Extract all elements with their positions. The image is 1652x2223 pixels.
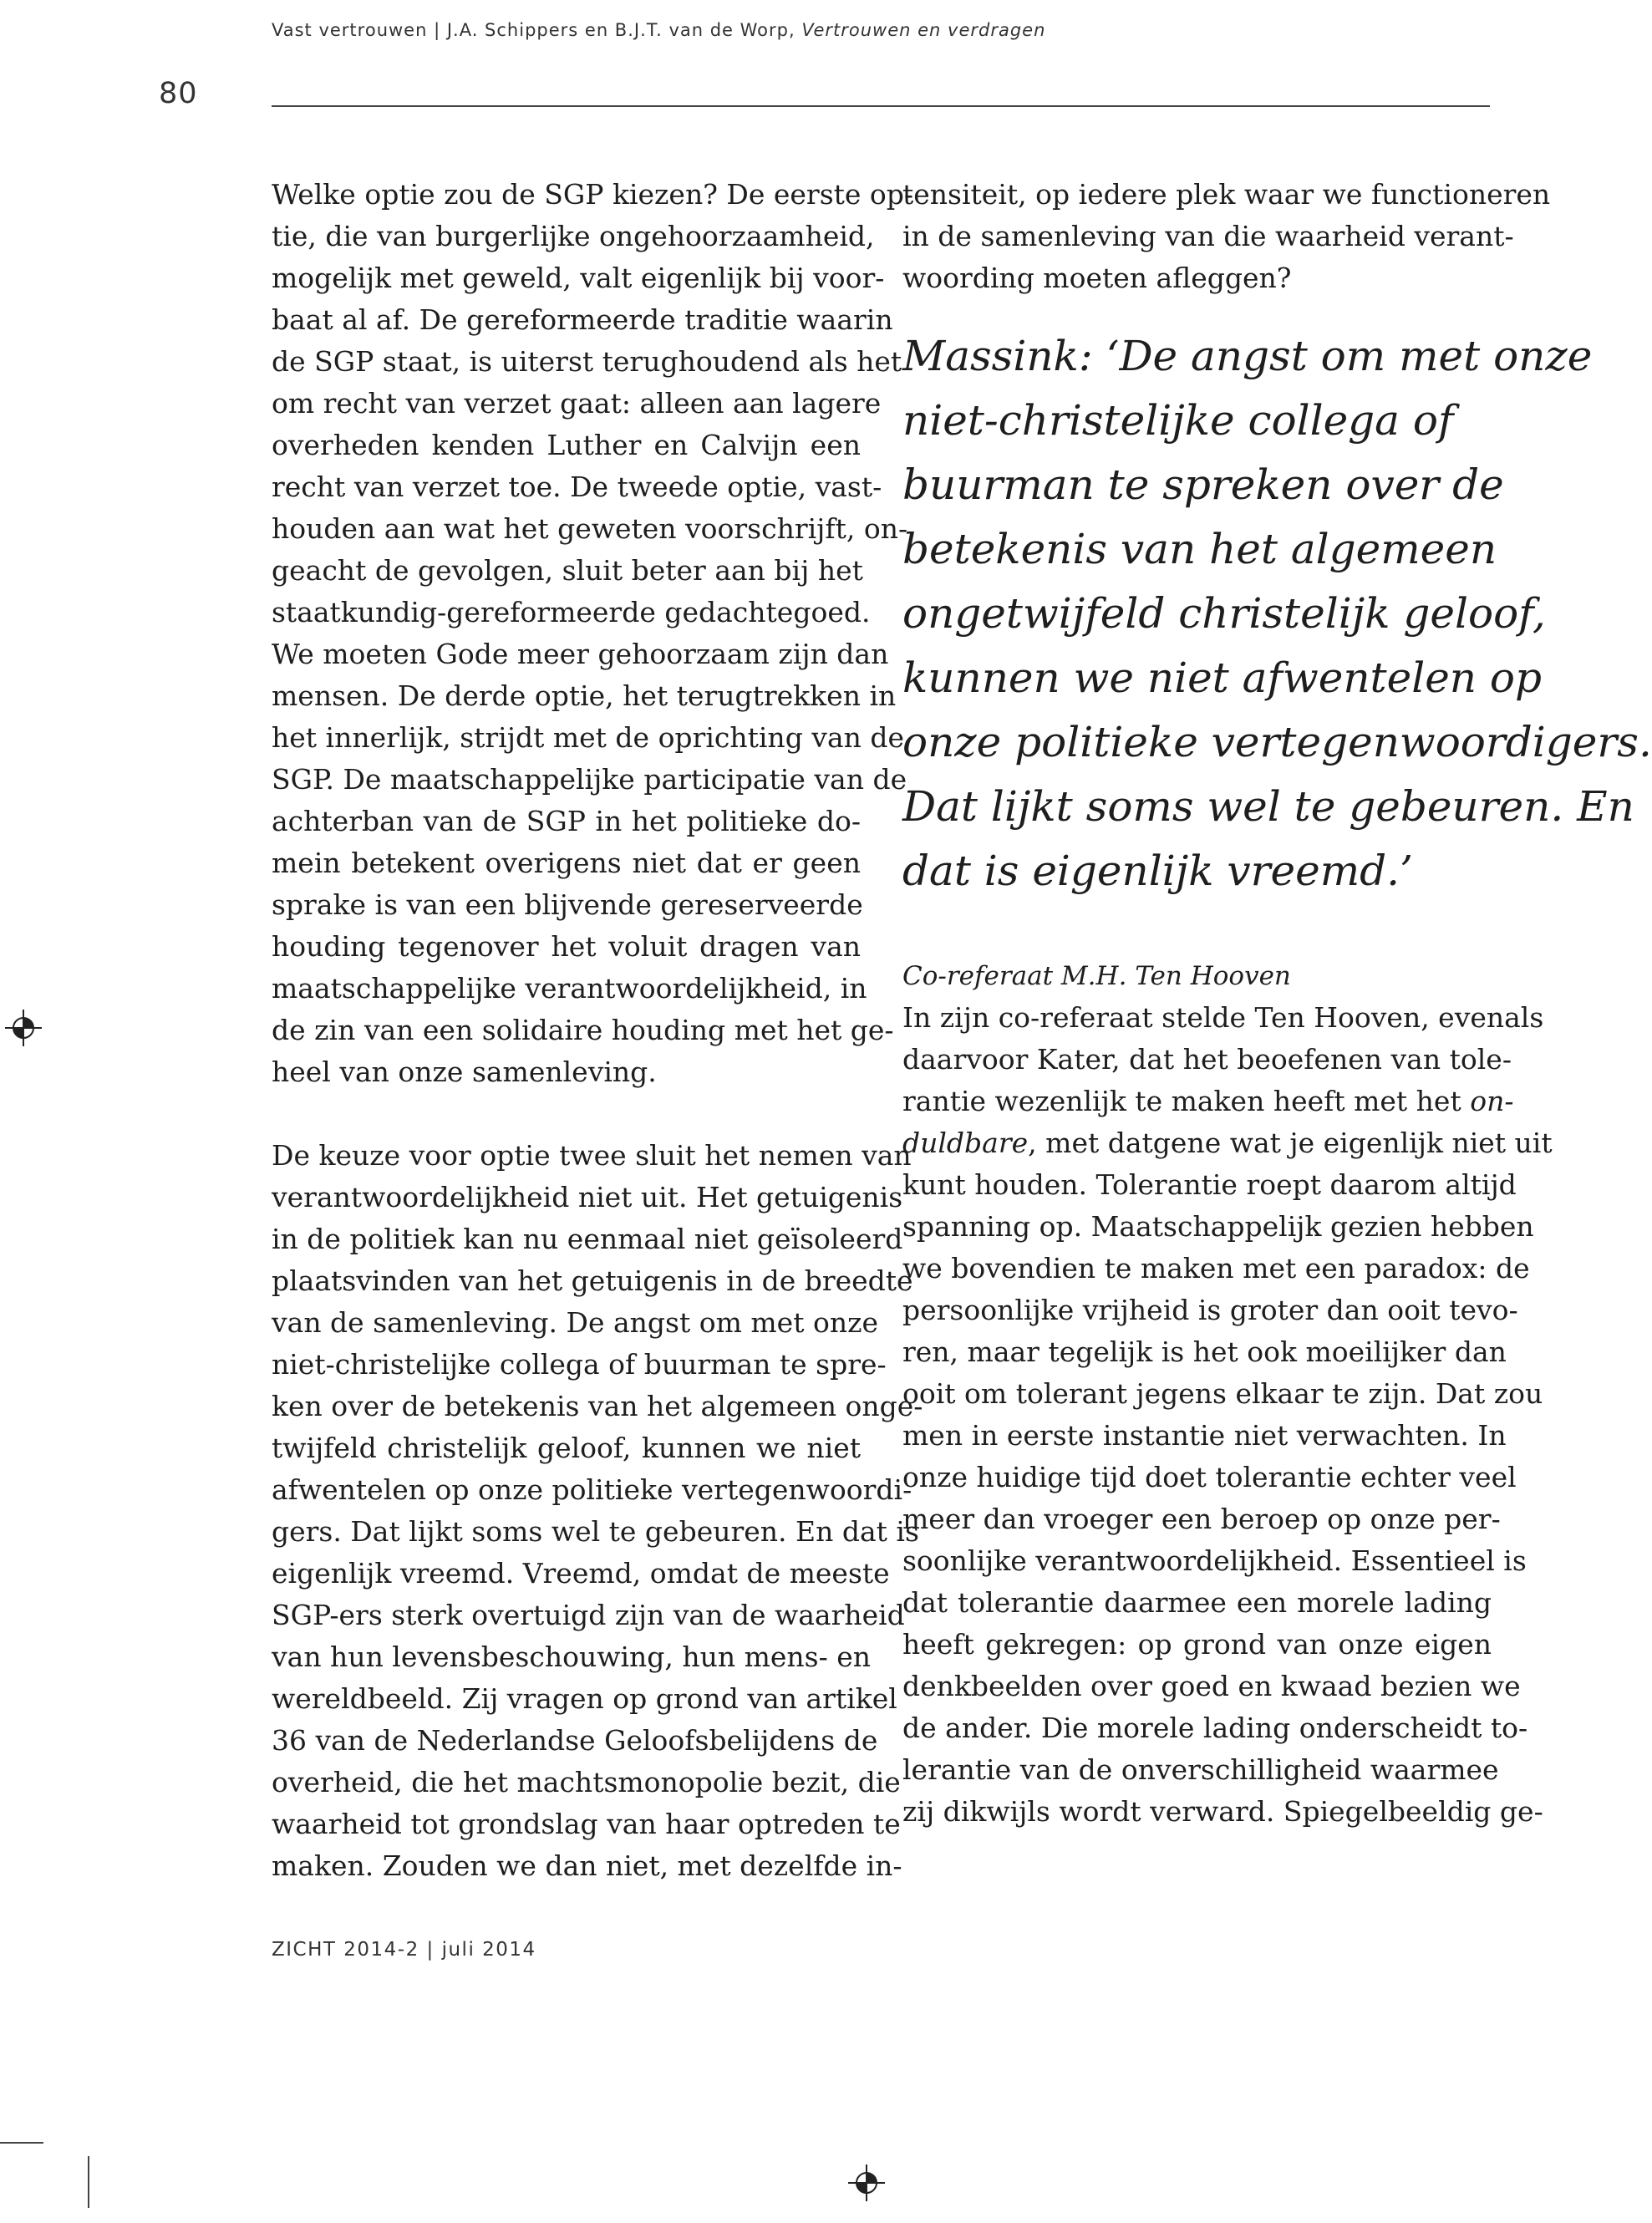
text-line: SGP. De maatschappelijke participatie van de [272,763,907,796]
paragraph-1 [272,174,914,1093]
text-line: de ander. Die morele lading onderscheidt to- [902,1712,1528,1744]
text-line [902,1122,1553,1164]
text-line: waarheid tot grondslag van haar optreden te [272,1808,901,1840]
text-line: meer dan vroeger een beroep op onze per- [902,1503,1501,1535]
text-line: woording moeten afleggen? [902,262,1292,294]
paragraph-2 [272,1135,923,1887]
footer: ZICHT 2014-2 | juli 2014 [272,1939,536,1961]
text-line: tie, die van burgerlijke ongehoorzaamheid, [272,220,875,252]
quote-line: niet-christelijke collega of [902,396,1454,445]
text-line: plaatsvinden van het getuigenis in de breedte [272,1264,913,1297]
text-line: zij dikwijls wordt verward. Spiegelbeeldig ge- [902,1795,1543,1828]
text-line: lerantie van de onverschilligheid waarmee [902,1753,1499,1786]
text-line: van hun levensbeschouwing, hun mens- en [272,1641,872,1673]
text-line: sprake is van een blijvende gereserveerde [272,888,863,921]
text-line: soonlijke verantwoordelijkheid. Essentieel is [902,1544,1527,1577]
quote-line: dat is eigenlijk vreemd.’ [902,847,1413,895]
text-line: daarvoor Kater, dat het beoefenen van tole- [902,1043,1512,1076]
text-line: houden aan wat het geweten voorschrijft, on- [272,512,908,545]
text-line: recht van verzet toe. De tweede optie, vast- [272,471,882,503]
text-line: We moeten Gode meer gehoorzaam zijn dan [272,638,889,670]
paragraph-continued [902,174,1551,299]
text-line: de zin van een solidaire houding met het ge- [272,1014,894,1046]
quote-line: Dat lijkt soms wel te gebeuren. En [902,782,1634,831]
text-line: staatkundig-gereformeerde gedachtegoed. [272,596,871,628]
text-line: SGP-ers sterk overtuigd zijn van de waarheid [272,1599,905,1631]
subheading: Co-referaat M.H. Ten Hooven [902,961,1291,991]
text-line: in de politiek kan nu eenmaal niet geïsoleerd [272,1223,903,1255]
text-line: baat al af. De gereformeerde traditie waarin [272,303,893,336]
text-line: mogelijk met geweld, valt eigenlijk bij voor- [272,262,885,294]
text-line: dat tolerantie daarmee een morele lading [902,1586,1492,1619]
text-line: overheden kenden Luther en Calvijn een [272,429,861,461]
text-line: onze huidige tijd doet tolerantie echter veel [902,1461,1517,1493]
registration-mark-bottom-icon [848,2164,885,2201]
text-line: geacht de gevolgen, sluit beter aan bij het [272,554,863,587]
text-line: heel van onze samenleving. [272,1056,657,1088]
left-column [272,174,923,1887]
text-line: overheid, die het machtsmonopolie bezit, die [272,1766,901,1798]
crop-mark-left [0,2142,43,2144]
text-line: spanning op. Maatschappelijk gezien hebben [902,1210,1534,1243]
text-line: in de samenleving van die waarheid verant- [902,220,1514,252]
crop-mark-bottom [88,2156,89,2208]
page-number: 80 [159,77,198,110]
running-head-title: Vertrouwen en verdragen [801,20,1046,40]
quote-line: buurman te spreken over de [902,460,1504,509]
paragraph-3-start [902,997,1544,1081]
text-line: eigenlijk vreemd. Vreemd, omdat de meeste [272,1557,890,1590]
text-line: kunt houden. Tolerantie roept daarom altijd [902,1168,1517,1201]
text-line: denkbeelden over goed en kwaad bezien we [902,1670,1521,1702]
text-line: tensiteit, op iedere plek waar we functioneren [902,178,1551,211]
text-line: ooit om tolerant jegens elkaar te zijn. Dat zou [902,1377,1543,1410]
text-segment: , met datgene wat je eigenlijk niet uit [1028,1127,1553,1159]
text-line: verantwoordelijkheid niet uit. Het getuigenis [272,1181,903,1213]
registration-mark-left-icon [5,1010,42,1046]
text-line: om recht van verzet gaat: alleen aan lagere [272,387,882,420]
text-line: mensen. De derde optie, het terugtrekken in [272,679,897,712]
text-line: afwentelen op onze politieke vertegenwoordi- [272,1473,912,1506]
quote-line: betekenis van het algemeen [902,525,1497,573]
paragraph-gap [272,1093,861,1135]
header-rule [272,105,1490,107]
text-line: het innerlijk, strijdt met de oprichting van de [272,721,905,754]
text-line: houding tegenover het voluit dragen van [272,930,861,963]
text-line: maken. Zouden we dan niet, met dezelfde in- [272,1849,902,1882]
italic-term: on- [1470,1085,1514,1117]
italic-term: duldbare [902,1127,1029,1159]
running-head [272,20,1045,40]
text-line: de SGP staat, is uiterst terughoudend als het [272,345,902,378]
text-line: men in eerste instantie niet verwachten. In [902,1419,1507,1452]
text-line: gers. Dat lijkt soms wel te gebeuren. En dat is [272,1515,919,1548]
right-column [902,174,1652,1833]
text-line [902,1081,1514,1122]
text-line: ren, maar tegelijk is het ook moeilijker dan [902,1335,1507,1368]
pull-quote [902,324,1652,903]
text-line: niet-christelijke collega of buurman te spre- [272,1348,887,1381]
text-line: van de samenleving. De angst om met onze [272,1306,878,1339]
quote-line: onze politieke vertegenwoordigers. [902,718,1652,766]
text-line: twijfeld christelijk geloof, kunnen we niet [272,1432,861,1464]
running-head-authors: Vast vertrouwen | J.A. Schippers en B.J.T. van de Worp, [272,20,802,40]
text-line: wereldbeeld. Zij vragen op grond van artikel [272,1682,897,1715]
text-line: ken over de betekenis van het algemeen onge- [272,1390,923,1422]
text-line: heeft gekregen: op grond van onze eigen [902,1628,1492,1661]
text-line: we bovendien te maken met een paradox: de [902,1252,1530,1284]
quote-line: kunnen we niet afwentelen op [902,654,1543,702]
text-line: 36 van de Nederlandse Geloofsbelijdens de [272,1724,878,1757]
text-line: achterban van de SGP in het politieke do- [272,805,861,837]
text-line: Welke optie zou de SGP kiezen? De eerste op- [272,178,914,211]
text-line: persoonlijke vrijheid is groter dan ooit tevo- [902,1294,1518,1326]
text-line: De keuze voor optie twee sluit het nemen van [272,1139,912,1172]
text-line: maatschappelijke verantwoordelijkheid, in [272,972,867,1005]
text-line: mein betekent overigens niet dat er geen [272,847,861,879]
text-line: In zijn co-referaat stelde Ten Hooven, evenals [902,1001,1544,1034]
paragraph-3-rest [902,1164,1543,1833]
quote-line: ongetwijfeld christelijk geloof, [902,589,1546,638]
text-segment: rantie wezenlijk te maken heeft met het [902,1085,1471,1117]
quote-line: Massink: ‘De angst om met onze [902,332,1593,380]
